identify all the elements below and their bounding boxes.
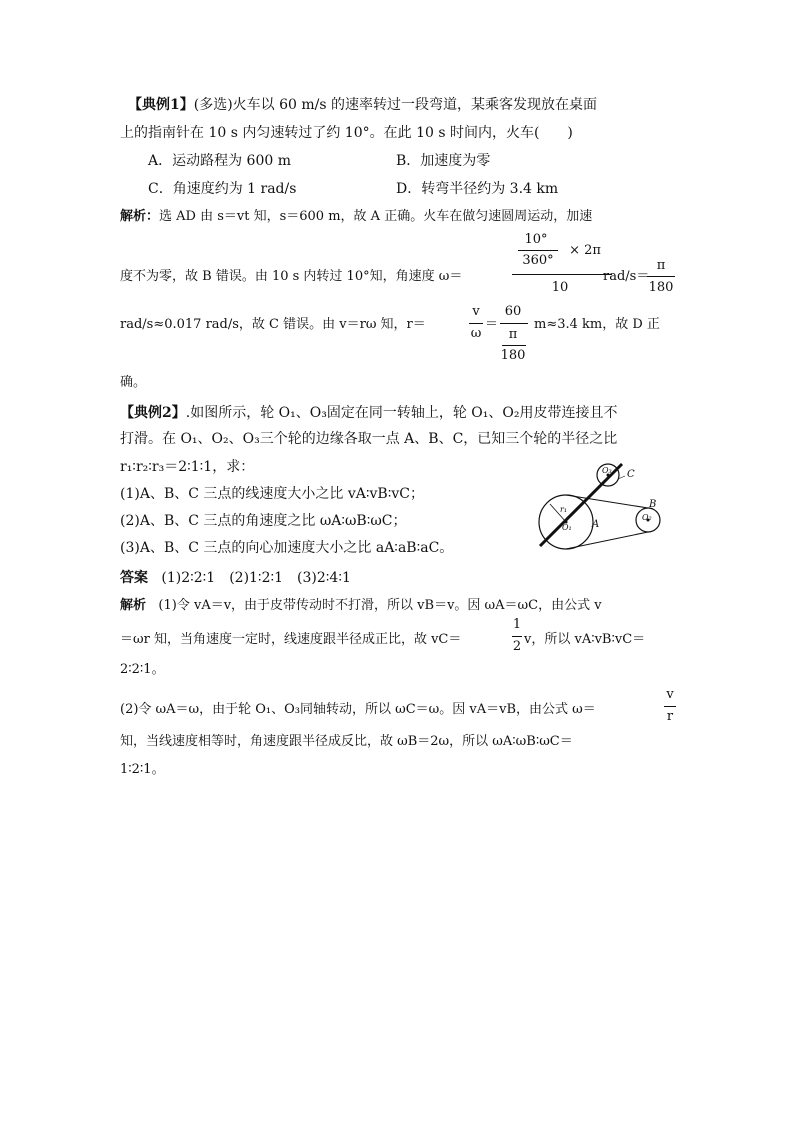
figure-label-c: C [627,469,635,480]
example2-q2: 打滑。在 O₁、O₂、O₃三个轮的边缘各取一点 A、B、C，已知三个轮的半径之比 [120,431,618,447]
example1-tag: 【典例1】 [128,97,194,113]
example2-tag: 【典例2】 [120,405,186,421]
example1-question-line1 [128,96,597,114]
s2-frac-bar [512,636,522,637]
example1-option-d: D．转弯半径约为 3.4 km [396,181,559,197]
example2-s4-pre: (2)令 ωA＝ω，由于轮 O₁、O₃同轴转动，所以 ωC＝ω。因 vA＝vB，由公式 ω＝ [120,702,596,717]
example2-part3: (3)A、B、C 三点的向心加速度大小之比 aA∶aB∶aC。 [120,540,454,556]
figure-label-a: A [592,519,600,530]
frac2-den: 180 [648,280,674,295]
s4-frac-num: v [666,687,674,702]
example1-sol1: 选 AD 由 s＝vt 知，s＝600 m，故 A 正确。火车在做匀速圆周运动，加速 [159,209,593,224]
frac3-den: ω [470,326,482,341]
s4-frac-bar [664,706,676,707]
frac1-main-bar [512,274,612,275]
example1-solution-line1 [120,208,592,226]
frac4-inner-bar [502,345,526,346]
frac1-inner-bar [518,250,558,251]
figure-label-o3: O₃ [602,466,612,475]
example1-sol3-post: m≈3.4 km，故 D 正 [534,317,660,332]
example2-answer-line [120,569,351,587]
example2-s2-pre: ＝ωr 知，当角速度一定时，线速度跟半径成正比，故 vC＝ [120,632,462,647]
example1-q1: (多选)火车以 60 m/s 的速率转过一段弯道，某乘客发现放在桌面 [193,97,598,113]
example2-answer-label: 答案 [120,570,148,586]
example1-sol2-pre: 度不为零，故 B 错误。由 10 s 内转过 10°知，角速度 ω＝ [120,269,463,284]
example1-option-b: B．加速度为零 [396,153,491,169]
frac4-bar [500,323,528,324]
figure-label-o1: O₁ [562,523,572,532]
example2-s3: 2∶2∶1。 [120,662,165,677]
example2-answer: (1)2∶2∶1 (2)1∶2∶1 (3)2∶4∶1 [161,570,351,586]
example2-part1: (1)A、B、C 三点的线速度大小之比 vA∶vB∶vC； [120,486,424,502]
pulley-figure [530,462,670,552]
figure-label-r1: r₁ [560,505,568,514]
figure-label-b: B [649,499,657,510]
s2-frac-den: 2 [512,639,522,654]
example2-s2-post: v，所以 vA∶vB∶vC＝ [524,632,646,647]
example2-solution-label: 解析 [120,598,147,613]
example2-q1: .如图所示，轮 O₁、O₃固定在同一转轴上，轮 O₁、O₂用皮带连接且不 [185,405,618,421]
example1-sol3-pre: rad/s≈0.017 rad/s，故 C 错误。由 v＝rω 知，r＝ [120,317,426,332]
example2-sol-line1 [120,597,602,615]
s4-frac-den: r [666,709,674,724]
example2-s6: 1∶2∶1。 [120,762,165,777]
example2-s1: (1)令 vA＝v，由于皮带传动时不打滑，所以 vB＝v。因 ωA＝ωC，由公式 v [158,598,602,613]
frac4-num: 60 [504,304,522,319]
example2-s5: 知，当线速度相等时，角速度跟半径成反比，故 ωB＝2ω，所以 ωA∶ωB∶ωC＝ [120,734,573,749]
example1-q2: 上的指南针在 10 s 内匀速转过了约 10°。在此 10 s 时间内，火车( ) [120,125,573,141]
s2-frac-num: 1 [512,617,522,632]
example1-option-c: C．角速度约为 1 rad/s [148,181,297,197]
frac4-inner-num: π [508,327,518,342]
example1-sol4: 确。 [120,375,147,390]
example2-part2: (2)A、B、C 三点的角速度之比 ωA∶ωB∶ωC； [120,513,407,529]
frac1-inner-den: 360° [522,253,554,268]
example2-q3: r₁∶r₂∶r₃＝2∶1∶1，求： [120,459,255,475]
frac1-den: 10 [551,280,569,295]
example1-solution-label: 解析： [120,209,160,224]
example1-option-a: A．运动路程为 600 m [148,153,292,169]
example2-question-line1 [120,404,617,422]
frac2-num: π [656,258,666,273]
figure-label-o2: O₂ [642,513,652,522]
frac3-bar [469,323,483,324]
frac4-inner-den: 180 [500,348,526,363]
example1-sol2-unit: rad/s＝ [603,269,650,284]
frac3-num: v [472,304,480,319]
frac1-inner-num: 10° [524,232,548,247]
frac2-bar [647,276,675,277]
frac1-times: × 2π [569,243,601,258]
example1-eq: ＝ [485,317,499,332]
